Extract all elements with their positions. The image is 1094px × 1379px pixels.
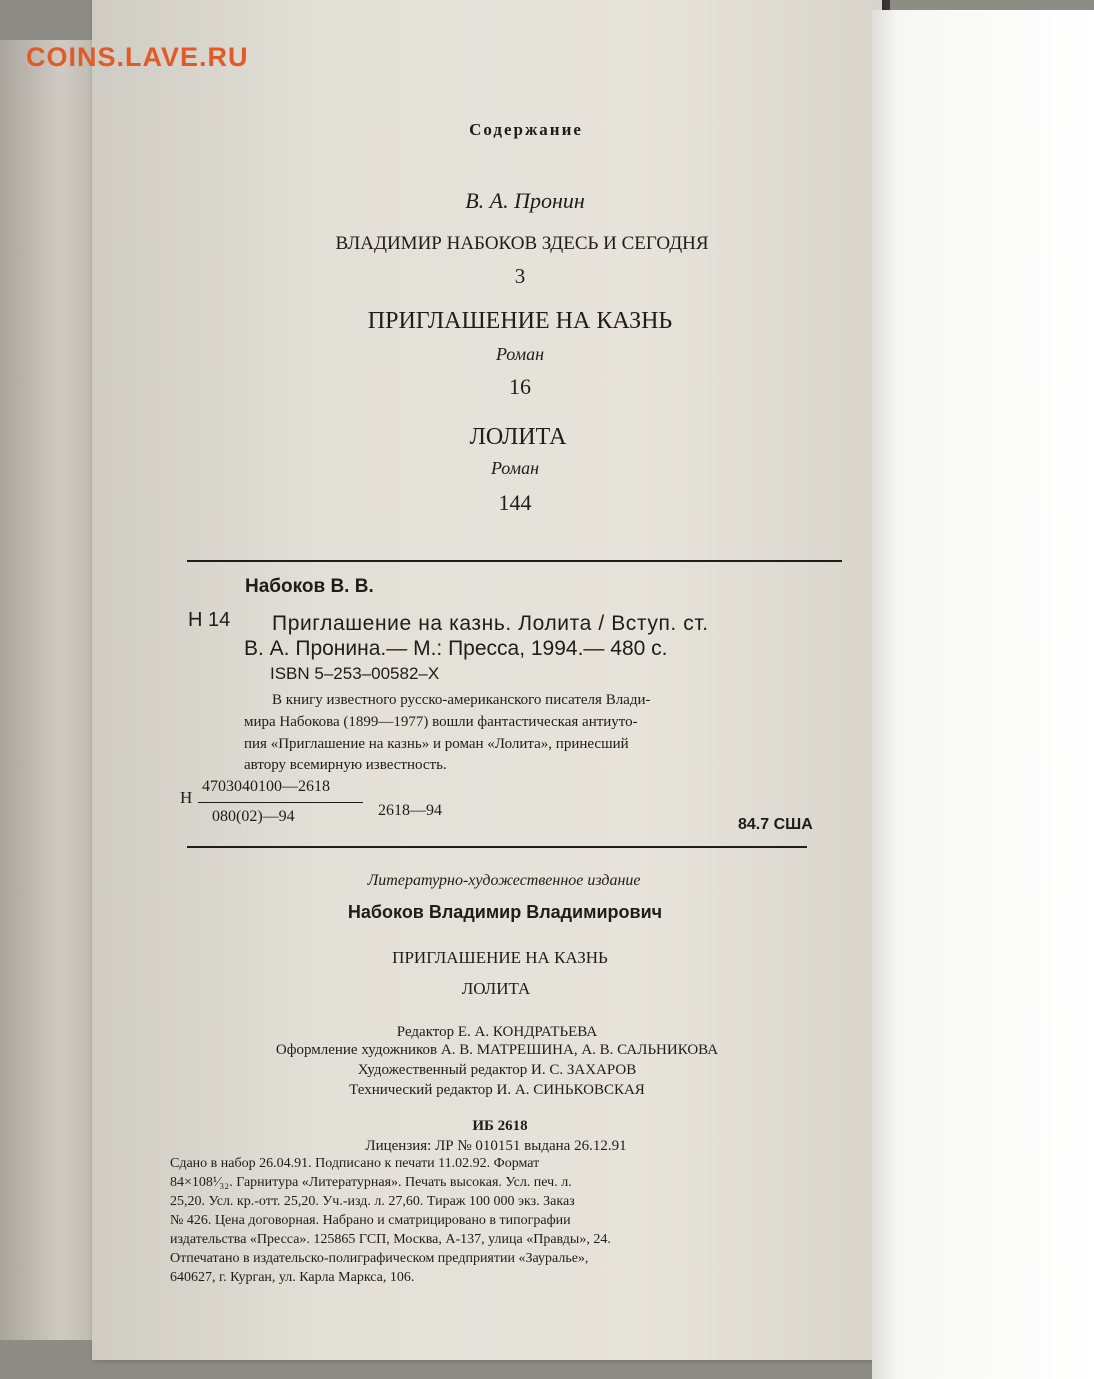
- catalog-isbn: ISBN 5–253–00582–X: [270, 664, 440, 683]
- catalog-annotation-4: автору всемирную известность.: [244, 757, 447, 773]
- divider: [187, 560, 842, 562]
- book-cover-inside: [872, 10, 1094, 1379]
- work1-title: ПРИГЛАШЕНИЕ НА КАЗНЬ: [367, 308, 673, 334]
- essay-author: В. А. Пронин: [465, 188, 585, 213]
- catalog-annotation-3: пия «Приглашение на казнь» и роман «Лолита», принесший: [244, 736, 629, 752]
- print-details-2: 84×108¹⁄₃₂. Гарнитура «Литературная». Печать высокая. Усл. печ. л.: [170, 1175, 572, 1190]
- work1-page: 16: [509, 374, 531, 399]
- imprint-title-1: ПРИГЛАШЕНИЕ НА КАЗНЬ: [392, 948, 608, 967]
- essay-title: ВЛАДИМИР НАБОКОВ ЗДЕСЬ И СЕГОДНЯ: [335, 233, 709, 254]
- catalog-annotation-2: мира Набокова (1899—1977) вошли фантастическая антиуто-: [244, 714, 638, 730]
- ib-number: ИБ 2618: [472, 1118, 528, 1134]
- print-details-1: Сдано в набор 26.04.91. Подписано к печати 11.02.92. Формат: [170, 1156, 540, 1171]
- divider: [187, 846, 807, 848]
- catalog-h-letter: Н: [180, 788, 193, 807]
- work1-genre: Роман: [495, 344, 545, 364]
- contents-heading: Содержание: [469, 120, 583, 139]
- left-page-edge: [0, 40, 100, 1340]
- catalog-bbk: 84.7 США: [738, 816, 813, 833]
- edition-type: Литературно-художественное издание: [367, 872, 641, 889]
- catalog-fraction-denominator: 080(02)—94: [212, 808, 295, 825]
- credit-editor: Редактор Е. А. КОНДРАТЬЕВА: [396, 1024, 598, 1040]
- catalog-fraction-code: 2618—94: [378, 802, 442, 819]
- watermark: COINS.LAVE.RU: [26, 42, 249, 72]
- catalog-code: Н 14: [188, 609, 231, 631]
- work2-genre: Роман: [490, 458, 540, 478]
- print-details-4: № 426. Цена договорная. Набрано и сматрицировано в типографии: [170, 1213, 571, 1228]
- catalog-annotation-1: В книгу известного русско-американского писателя Влади-: [272, 692, 651, 708]
- print-details-7: 640627, г. Курган, ул. Карла Маркса, 106.: [170, 1270, 415, 1285]
- print-details-5: издательства «Пресса». 125865 ГСП, Москва, А-137, улица «Правды», 24.: [170, 1232, 611, 1247]
- credit-tech-editor: Технический редактор И. А. СИНЬКОВСКАЯ: [349, 1082, 645, 1098]
- credit-art-editor: Художественный редактор И. С. ЗАХАРОВ: [357, 1062, 637, 1078]
- author-full-name: Набоков Владимир Владимирович: [347, 902, 663, 922]
- catalog-fraction-numerator: 4703040100—2618: [202, 778, 330, 795]
- credit-designers: Оформление художников А. В. МАТРЕШИНА, А. В. САЛЬНИКОВА: [275, 1042, 719, 1058]
- catalog-line1: Приглашение на казнь. Лолита / Вступ. ст.: [272, 612, 709, 635]
- imprint-title-2: ЛОЛИТА: [461, 979, 531, 998]
- essay-page: 3: [514, 264, 526, 288]
- fraction-bar: [198, 802, 363, 803]
- print-details-3: 25,20. Усл. кр.-отт. 25,20. Уч.-изд. л. 27,60. Тираж 100 000 экз. Заказ: [170, 1194, 575, 1209]
- work2-title: ЛОЛИТА: [469, 424, 567, 450]
- catalog-author: Набоков В. В.: [245, 576, 374, 597]
- license: Лицензия: ЛР № 010151 выдана 26.12.91: [365, 1138, 627, 1154]
- work2-page: 144: [498, 490, 532, 515]
- print-details-6: Отпечатано в издательско-полиграфическом предприятии «Зауралье»,: [170, 1251, 589, 1266]
- catalog-line2: В. А. Пронина.— М.: Пресса, 1994.— 480 с.: [244, 637, 668, 660]
